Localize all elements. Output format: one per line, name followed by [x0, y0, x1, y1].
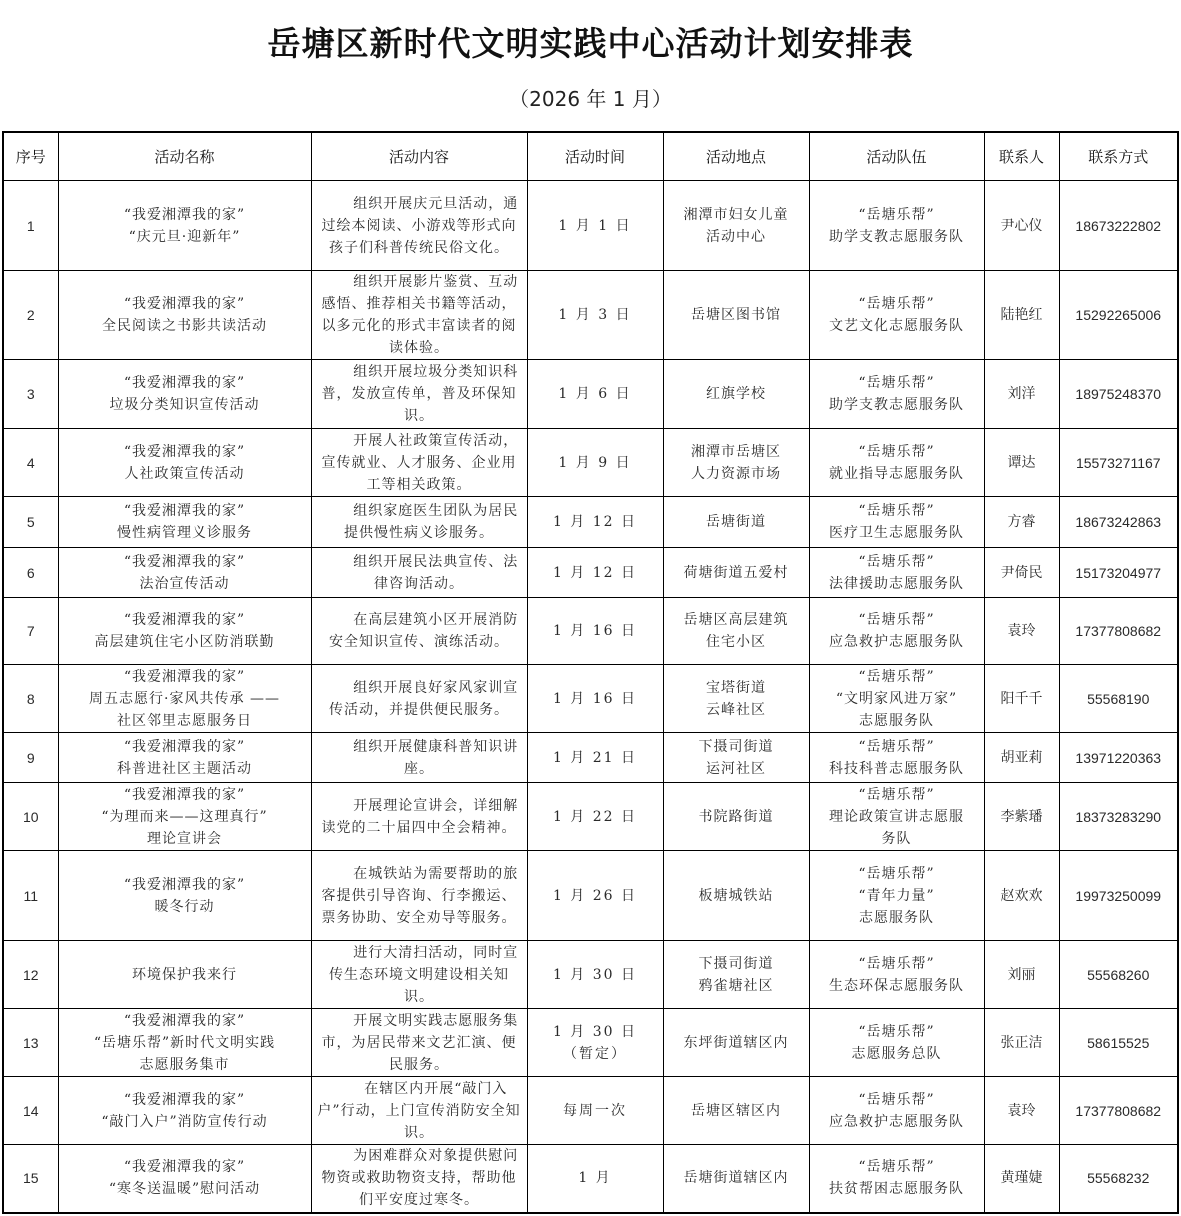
team-line: 务队 [881, 830, 912, 847]
place-line: 鸦雀塘社区 [698, 977, 774, 994]
time-line: 1 月 3 日 [558, 307, 632, 323]
name-line: 环境保护我来行 [132, 966, 237, 983]
row-number: 15 [3, 1145, 58, 1213]
activity-place-cell [663, 1145, 809, 1213]
contact-person-cell: 刘洋 [984, 360, 1059, 429]
activity-name-cell [58, 665, 311, 733]
name-line: 科普进社区主题活动 [117, 760, 252, 777]
activity-time-cell [527, 548, 663, 598]
contact-person-cell: 谭达 [984, 429, 1059, 497]
row-number: 9 [3, 733, 58, 783]
time-line: 1 月 1 日 [558, 217, 632, 234]
name-line: “我爱湘潭我的家” [123, 553, 246, 570]
place-line: 宝塔街道 [706, 679, 766, 696]
row-number: 4 [3, 429, 58, 497]
contact-person-cell: 刘丽 [984, 941, 1059, 1009]
name-line: 志愿服务集市 [139, 1056, 230, 1073]
activity-schedule-table [2, 131, 1179, 1214]
team-line: “岳塘乐帮” [858, 375, 935, 391]
activity-time-cell [527, 941, 663, 1009]
row-number: 10 [3, 783, 58, 851]
activity-time-cell [527, 733, 663, 783]
activity-team-cell [809, 783, 984, 851]
team-line: 应急救护志愿服务队 [829, 1113, 964, 1130]
activity-time-cell [527, 598, 663, 665]
table-row [3, 497, 1178, 548]
contact-person-cell: 尹倚民 [984, 548, 1059, 598]
activity-place-cell [663, 1009, 809, 1077]
contact-person-cell: 陆艳红 [984, 271, 1059, 360]
table-row [3, 429, 1178, 497]
name-line: “我爱湘潭我的家” [123, 443, 246, 460]
team-line: “青年力量” [858, 887, 935, 904]
contact-phone-cell: 58615525 [1059, 1009, 1178, 1077]
activity-content-cell: 开展文明实践志愿服务集市，为居民带来文艺汇演、便民服务。 [311, 1009, 527, 1077]
document-subtitle: （2026 年 1 月） [509, 87, 672, 111]
team-line: “岳塘乐帮” [858, 738, 935, 755]
contact-person-cell: 张正洁 [984, 1009, 1059, 1077]
activity-team-cell [809, 1145, 984, 1213]
activity-place-cell [663, 1077, 809, 1145]
activity-content-cell: 组织开展健康科普知识讲座。 [311, 733, 527, 783]
team-line: “岳塘乐帮” [858, 865, 935, 882]
activity-team-cell [809, 1009, 984, 1077]
contact-phone-cell: 18373283290 [1059, 783, 1178, 851]
contact-person-cell: 尹心仪 [984, 181, 1059, 271]
table-body [3, 181, 1178, 1213]
contact-person-cell: 袁玲 [984, 1077, 1059, 1145]
place-line: 运河社区 [706, 760, 766, 777]
place-line: 住宅小区 [706, 634, 766, 650]
name-line: 理论宣讲会 [147, 830, 222, 847]
time-line: 1 月 30 日 [552, 966, 638, 983]
table-row [3, 1145, 1178, 1213]
name-line: “岳塘乐帮”新时代文明实践 [93, 1034, 276, 1051]
activity-team-cell [809, 733, 984, 783]
place-line: 书院路街道 [698, 808, 774, 825]
header-activity-place: 活动地点 [663, 132, 809, 181]
name-line: “我爱湘潭我的家” [123, 876, 246, 893]
name-line: “我爱湘潭我的家” [123, 206, 246, 223]
contact-person-cell: 李紫璠 [984, 783, 1059, 851]
time-line: （暂定） [563, 1045, 627, 1062]
contact-phone-cell: 18673242863 [1059, 497, 1178, 548]
activity-team-cell [809, 271, 984, 360]
header-activity-time: 活动时间 [527, 132, 663, 181]
place-line: 板塘城铁站 [698, 887, 774, 904]
contact-person-cell: 袁玲 [984, 598, 1059, 665]
contact-phone-cell: 55568260 [1059, 941, 1178, 1009]
name-line: 社区邻里志愿服务日 [117, 712, 252, 729]
header-no: 序号 [3, 132, 58, 181]
activity-content-cell: 为困难群众对象提供慰问物资或救助物资支持，帮助他们平安度过寒冬。 [311, 1145, 527, 1213]
activity-content-cell: 在高层建筑小区开展消防安全知识宣传、演练活动。 [311, 598, 527, 665]
team-line: 生态环保志愿服务队 [829, 977, 964, 994]
contact-phone-cell: 17377808682 [1059, 1077, 1178, 1145]
team-line: “岳塘乐帮” [858, 668, 935, 685]
activity-place-cell [663, 360, 809, 429]
name-line: 人社政策宣传活动 [124, 465, 245, 482]
row-number: 13 [3, 1009, 58, 1077]
name-line: “我爱湘潭我的家” [123, 1159, 246, 1176]
table-header-row [3, 132, 1178, 181]
activity-name-cell [58, 181, 311, 271]
name-line: “我爱湘潭我的家” [123, 738, 246, 755]
contact-person-cell: 阳千千 [984, 665, 1059, 733]
team-line: 志愿服务总队 [851, 1045, 942, 1062]
row-number: 12 [3, 941, 58, 1009]
table-row [3, 733, 1178, 783]
row-number: 3 [3, 360, 58, 429]
activity-team-cell [809, 429, 984, 497]
header-activity-name: 活动名称 [58, 132, 311, 181]
time-line: 1 月 [578, 1170, 612, 1187]
name-line: “为理而来——这理真行” [101, 808, 268, 825]
activity-time-cell [527, 429, 663, 497]
team-line: 志愿服务队 [859, 712, 934, 729]
activity-team-cell [809, 598, 984, 665]
activity-name-cell [58, 733, 311, 783]
team-line: “岳塘乐帮” [858, 955, 935, 972]
activity-team-cell [809, 665, 984, 733]
name-line: “我爱湘潭我的家” [123, 1012, 246, 1029]
time-line: 1 月 30 日 [552, 1023, 638, 1040]
team-line: “岳塘乐帮” [858, 443, 935, 460]
activity-place-cell [663, 665, 809, 733]
activity-place-cell [663, 851, 809, 941]
row-number: 6 [3, 548, 58, 598]
contact-phone-cell: 18975248370 [1059, 360, 1178, 429]
contact-phone-cell: 18673222802 [1059, 181, 1178, 271]
place-line: 岳塘区图书馆 [691, 307, 781, 323]
activity-team-cell [809, 851, 984, 941]
activity-name-cell [58, 497, 311, 548]
time-line: 1 月 12 日 [552, 564, 638, 581]
team-line: “岳塘乐帮” [858, 503, 935, 519]
activity-name-cell [58, 429, 311, 497]
activity-place-cell [663, 941, 809, 1009]
place-line: 湘潭市妇女儿童 [683, 206, 789, 223]
activity-name-cell [58, 851, 311, 941]
contact-person-cell: 赵欢欢 [984, 851, 1059, 941]
place-line: 下摄司街道 [698, 738, 774, 755]
activity-content-cell: 组织家庭医生团队为居民提供慢性病义诊服务。 [311, 497, 527, 548]
row-number: 5 [3, 497, 58, 548]
name-line: “我爱湘潭我的家” [123, 612, 246, 628]
activity-content-cell: 组织开展民法典宣传、法律咨询活动。 [311, 548, 527, 598]
time-line: 1 月 12 日 [552, 514, 638, 530]
row-number: 2 [3, 271, 58, 360]
activity-content-cell: 开展人社政策宣传活动，宣传就业、人才服务、企业用工等相关政策。 [311, 429, 527, 497]
name-line: 垃圾分类知识宣传活动 [109, 397, 260, 413]
row-number: 1 [3, 181, 58, 271]
activity-team-cell [809, 548, 984, 598]
row-number: 7 [3, 598, 58, 665]
place-line: 下摄司街道 [698, 955, 774, 972]
name-line: 全民阅读之书影共读活动 [102, 318, 267, 334]
row-number: 14 [3, 1077, 58, 1145]
activity-time-cell [527, 783, 663, 851]
team-line: 扶贫帮困志愿服务队 [829, 1181, 964, 1198]
name-line: 法治宣传活动 [139, 575, 230, 592]
table-row [3, 548, 1178, 598]
place-line: 红旗学校 [706, 386, 766, 402]
team-line: “岳塘乐帮” [858, 553, 935, 570]
contact-phone-cell: 13971220363 [1059, 733, 1178, 783]
time-line: 1 月 26 日 [552, 887, 638, 904]
time-line: 1 月 9 日 [558, 454, 632, 471]
contact-person-cell: 胡亚莉 [984, 733, 1059, 783]
team-line: “文明家风进万家” [835, 690, 958, 707]
team-line: 理论政策宣讲志愿服 [829, 808, 964, 825]
time-line: 1 月 21 日 [552, 749, 638, 766]
activity-name-cell [58, 271, 311, 360]
contact-phone-cell: 15573271167 [1059, 429, 1178, 497]
place-line: 东坪街道辖区内 [683, 1034, 789, 1051]
time-line: 1 月 6 日 [558, 386, 632, 402]
place-line: 人力资源市场 [691, 465, 781, 482]
place-line: 云峰社区 [706, 701, 766, 718]
place-line: 岳塘区辖区内 [691, 1102, 781, 1119]
header-contact-phone: 联系方式 [1059, 132, 1178, 181]
activity-name-cell [58, 1009, 311, 1077]
row-number: 8 [3, 665, 58, 733]
activity-content-cell: 开展理论宣讲会，详细解读党的二十届四中全会精神。 [311, 783, 527, 851]
table-row [3, 181, 1178, 271]
team-line: “岳塘乐帮” [858, 786, 935, 803]
name-line: “我爱湘潭我的家” [123, 668, 246, 685]
activity-time-cell [527, 851, 663, 941]
activity-content-cell: 在辖区内开展“敲门入户”行动，上门宣传消防安全知识。 [311, 1077, 527, 1145]
place-line: 活动中心 [706, 228, 766, 245]
activity-content-cell: 进行大清扫活动，同时宣传生态环境文明建设相关知识。 [311, 941, 527, 1009]
activity-team-cell [809, 941, 984, 1009]
team-line: “岳塘乐帮” [858, 612, 935, 628]
table-row [3, 360, 1178, 429]
team-line: “岳塘乐帮” [858, 206, 935, 223]
table-row [3, 941, 1178, 1009]
team-line: 助学支教志愿服务队 [829, 228, 964, 245]
place-line: 荷塘街道五爱村 [683, 564, 789, 581]
table-row [3, 665, 1178, 733]
time-line: 每周一次 [563, 1102, 627, 1119]
name-line: “我爱湘潭我的家” [123, 1091, 246, 1108]
team-line: 科技科普志愿服务队 [829, 760, 964, 777]
team-line: “岳塘乐帮” [858, 1023, 935, 1040]
team-line: 就业指导志愿服务队 [829, 465, 964, 482]
activity-time-cell [527, 360, 663, 429]
time-line: 1 月 16 日 [552, 690, 638, 707]
table-row [3, 783, 1178, 851]
activity-name-cell [58, 1077, 311, 1145]
team-line: “岳塘乐帮” [858, 296, 935, 312]
contact-person-cell: 黄瑾婕 [984, 1145, 1059, 1213]
contact-phone-cell: 55568232 [1059, 1145, 1178, 1213]
activity-time-cell [527, 1145, 663, 1213]
activity-content-cell: 在城铁站为需要帮助的旅客提供引导咨询、行李搬运、票务协助、安全劝导等服务。 [311, 851, 527, 941]
team-line: 应急救护志愿服务队 [829, 634, 964, 650]
team-line: 文艺文化志愿服务队 [829, 318, 964, 334]
contact-phone-cell: 15173204977 [1059, 548, 1178, 598]
activity-time-cell [527, 665, 663, 733]
activity-place-cell [663, 271, 809, 360]
document-title: 岳塘区新时代文明实践中心活动计划安排表 [267, 24, 914, 63]
activity-time-cell [527, 181, 663, 271]
team-line: 志愿服务队 [859, 909, 934, 926]
activity-time-cell [527, 497, 663, 548]
name-line: “敲门入户”消防宣传行动 [101, 1113, 268, 1130]
team-line: 医疗卫生志愿服务队 [829, 525, 964, 541]
contact-phone-cell: 19973250099 [1059, 851, 1178, 941]
name-line: 高层建筑住宅小区防消联勤 [94, 634, 275, 650]
activity-place-cell [663, 783, 809, 851]
activity-place-cell [663, 733, 809, 783]
name-line: “我爱湘潭我的家” [123, 296, 246, 312]
activity-name-cell [58, 598, 311, 665]
name-line: 暖冬行动 [154, 898, 215, 915]
contact-person-cell: 方睿 [984, 497, 1059, 548]
name-line: “庆元旦·迎新年” [128, 228, 241, 245]
activity-place-cell [663, 497, 809, 548]
activity-name-cell [58, 1145, 311, 1213]
activity-name-cell [58, 548, 311, 598]
activity-name-cell [58, 360, 311, 429]
name-line: 慢性病管理义诊服务 [117, 525, 252, 541]
time-line: 1 月 16 日 [552, 623, 638, 639]
team-line: 助学支教志愿服务队 [829, 397, 964, 413]
row-number: 11 [3, 851, 58, 941]
activity-place-cell [663, 548, 809, 598]
place-line: 湘潭市岳塘区 [691, 443, 781, 460]
activity-time-cell [527, 1077, 663, 1145]
contact-phone-cell: 15292265006 [1059, 271, 1178, 360]
team-line: “岳塘乐帮” [858, 1091, 935, 1108]
activity-time-cell [527, 1009, 663, 1077]
activity-content-cell: 组织开展影片鉴赏、互动感悟、推荐相关书籍等活动，以多元化的形式丰富读者的阅读体验。 [311, 271, 527, 360]
table-row [3, 1077, 1178, 1145]
activity-team-cell [809, 497, 984, 548]
name-line: 周五志愿行·家风共传承 —— [89, 690, 280, 707]
activity-team-cell [809, 181, 984, 271]
team-line: “岳塘乐帮” [858, 1159, 935, 1176]
name-line: “我爱湘潭我的家” [123, 375, 246, 391]
activity-time-cell [527, 271, 663, 360]
activity-team-cell [809, 360, 984, 429]
header-activity-content: 活动内容 [311, 132, 527, 181]
time-line: 1 月 22 日 [552, 808, 638, 825]
activity-place-cell [663, 429, 809, 497]
team-line: 法律援助志愿服务队 [829, 575, 964, 592]
header-activity-team: 活动队伍 [809, 132, 984, 181]
table-row [3, 851, 1178, 941]
activity-name-cell [58, 941, 311, 1009]
name-line: “我爱湘潭我的家” [123, 786, 246, 803]
contact-phone-cell: 17377808682 [1059, 598, 1178, 665]
activity-team-cell [809, 1077, 984, 1145]
name-line: “我爱湘潭我的家” [123, 503, 246, 519]
place-line: 岳塘街道 [706, 514, 766, 530]
table-row [3, 598, 1178, 665]
contact-phone-cell: 55568190 [1059, 665, 1178, 733]
activity-content-cell: 组织开展庆元旦活动，通过绘本阅读、小游戏等形式向孩子们科普传统民俗文化。 [311, 181, 527, 271]
activity-place-cell [663, 598, 809, 665]
place-line: 岳塘街道辖区内 [683, 1170, 789, 1187]
table-row [3, 1009, 1178, 1077]
activity-name-cell [58, 783, 311, 851]
header-contact-person: 联系人 [984, 132, 1059, 181]
place-line: 岳塘区高层建筑 [683, 612, 789, 628]
name-line: “寒冬送温暖”慰问活动 [108, 1181, 261, 1198]
activity-content-cell: 组织开展垃圾分类知识科普，发放宣传单，普及环保知识。 [311, 360, 527, 429]
table-row [3, 271, 1178, 360]
activity-place-cell [663, 181, 809, 271]
activity-content-cell: 组织开展良好家风家训宣传活动，并提供便民服务。 [311, 665, 527, 733]
